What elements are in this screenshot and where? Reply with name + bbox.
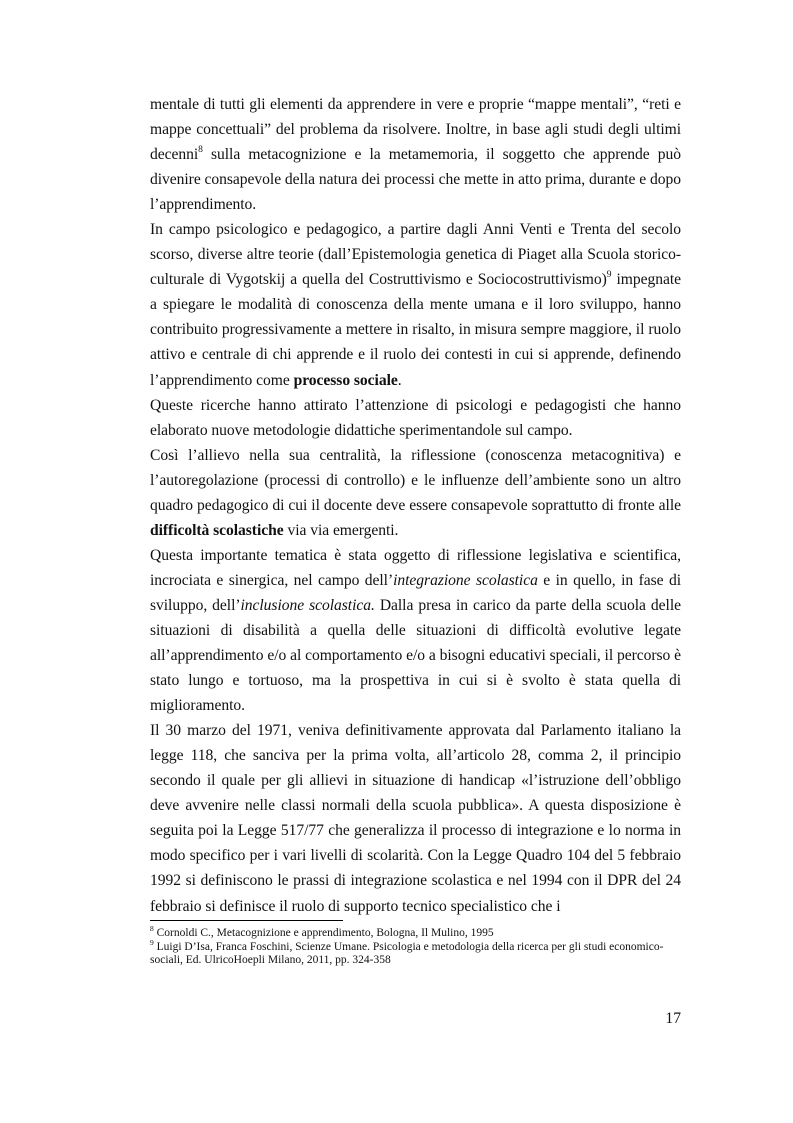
footnotes [150,924,682,968]
body-text [150,92,681,919]
footnote-text: Luigi D’Isa, Franca Foschini, Scienze Umane. Psicologia e metodologia della ricerca per gli studi economico-sociali, Ed. UlricoHoepli Milano, 2011, pp. 324-358 [150,940,664,967]
text-run: Dalla presa in carico da parte della scuola delle situazioni di disabilità a quella delle situazioni di difficoltà evolutive legate all’apprendimento e/o al comportamento e/o a bisogni educativi speciali, il percorso è stato lungo e tortuoso, ma la prospettiva in cui si è svolto è stata quella di miglioramento. [150,596,681,715]
text-run: Questa importante tematica è stata oggetto di riflessione legislativa e scientifica, incrociata e sinergica, nel campo dell’ [150,546,681,589]
page-number: 17 [665,1010,681,1027]
text-run: sulla metacognizione e la metamemoria, il soggetto che apprende può divenire consapevole della natura dei processi che mette in atto prima, durante e dopo l’apprendimento. [150,146,681,214]
paragraph [150,393,681,443]
footnote-ref: 9 [606,270,612,281]
paragraph [150,718,681,918]
text-run: via via emergenti. [283,521,399,539]
text-run: mentale di tutti gli elementi da apprendere in vere e proprie “mappe mentali”, “reti e mappe concettuali” del problema da risolvere. Inoltre, in base agli studi degli ultimi decenni [150,96,681,164]
paragraph [150,543,681,718]
text-run: Il 30 marzo del 1971, veniva definitivamente approvata dal Parlamento italiano la legge 118, che sanciva per la prima volta, all’articolo 28, comma 2, il principio secondo il quale per gli allievi in situazione di handicap «l’istruzione dell’obbligo deve avvenire nelle classi normali della scuola pubblica». A questa disposizione è seguita poi la Legge 517/77 che generalizza il processo di integrazione e lo norma in modo specifico per i vari livelli di scolarità. Con la Legge Quadro 104 del 5 febbraio 1992 si definiscono le prassi di integrazione scolastica e nel 1994 con il DPR del 24 febbraio si definisce il ruolo di supporto tecnico specialistico che i [150,722,681,915]
text-run: In campo psicologico e pedagogico, a partire dagli Anni Venti e Trenta del secolo scorso, diverse altre teorie (dall’Epistemologia genetica di Piaget alla Scuola storico-culturale di Vygotskij a quella del Costruttivismo e Sociocostruttivismo) [150,221,681,289]
footnote-number: 8 [150,924,154,934]
footnote-separator [150,920,343,921]
bold-term: difficoltà scolastiche [150,521,284,539]
paragraph [150,217,681,392]
footnote-number: 9 [150,937,154,947]
text-run: . [397,371,402,389]
text-run: Così l’allievo nella sua centralità, la riflessione (conoscenza metacognitiva) e l’autoregolazione (processi di controllo) e le influenze dell’ambiente sono un altro quadro pedagogico di cui il docente deve essere consapevole soprattutto di fronte alle [150,446,681,514]
footnote [150,924,682,941]
italic-term: inclusione scolastica. [240,596,375,614]
paragraph [150,443,681,543]
italic-term: integrazione scolastica [393,571,538,589]
footnote-ref: 8 [198,144,203,155]
text-run: e in quello, in fase di sviluppo, dell’ [150,571,682,614]
footnote [150,937,682,968]
paragraph [150,92,681,217]
text-run: impegnate a spiegare le modalità di conoscenza della mente umana e il loro sviluppo, hanno contribuito progressivamente a mettere in risalto, in misura sempre maggiore, il ruolo attivo e centrale di chi apprende e il ruolo dei contesti in cui si apprende, definendo l’apprendimento come [150,271,681,389]
text-run: Queste ricerche hanno attirato l’attenzione di psicologi e pedagogisti che hanno elaborato nuove metodologie didattiche sperimentandole sul campo. [150,396,681,439]
bold-term: processo sociale [293,371,398,389]
footnote-text: Cornoldi C., Metacognizione e apprendimento, Bologna, Il Mulino, 1995 [153,927,494,939]
